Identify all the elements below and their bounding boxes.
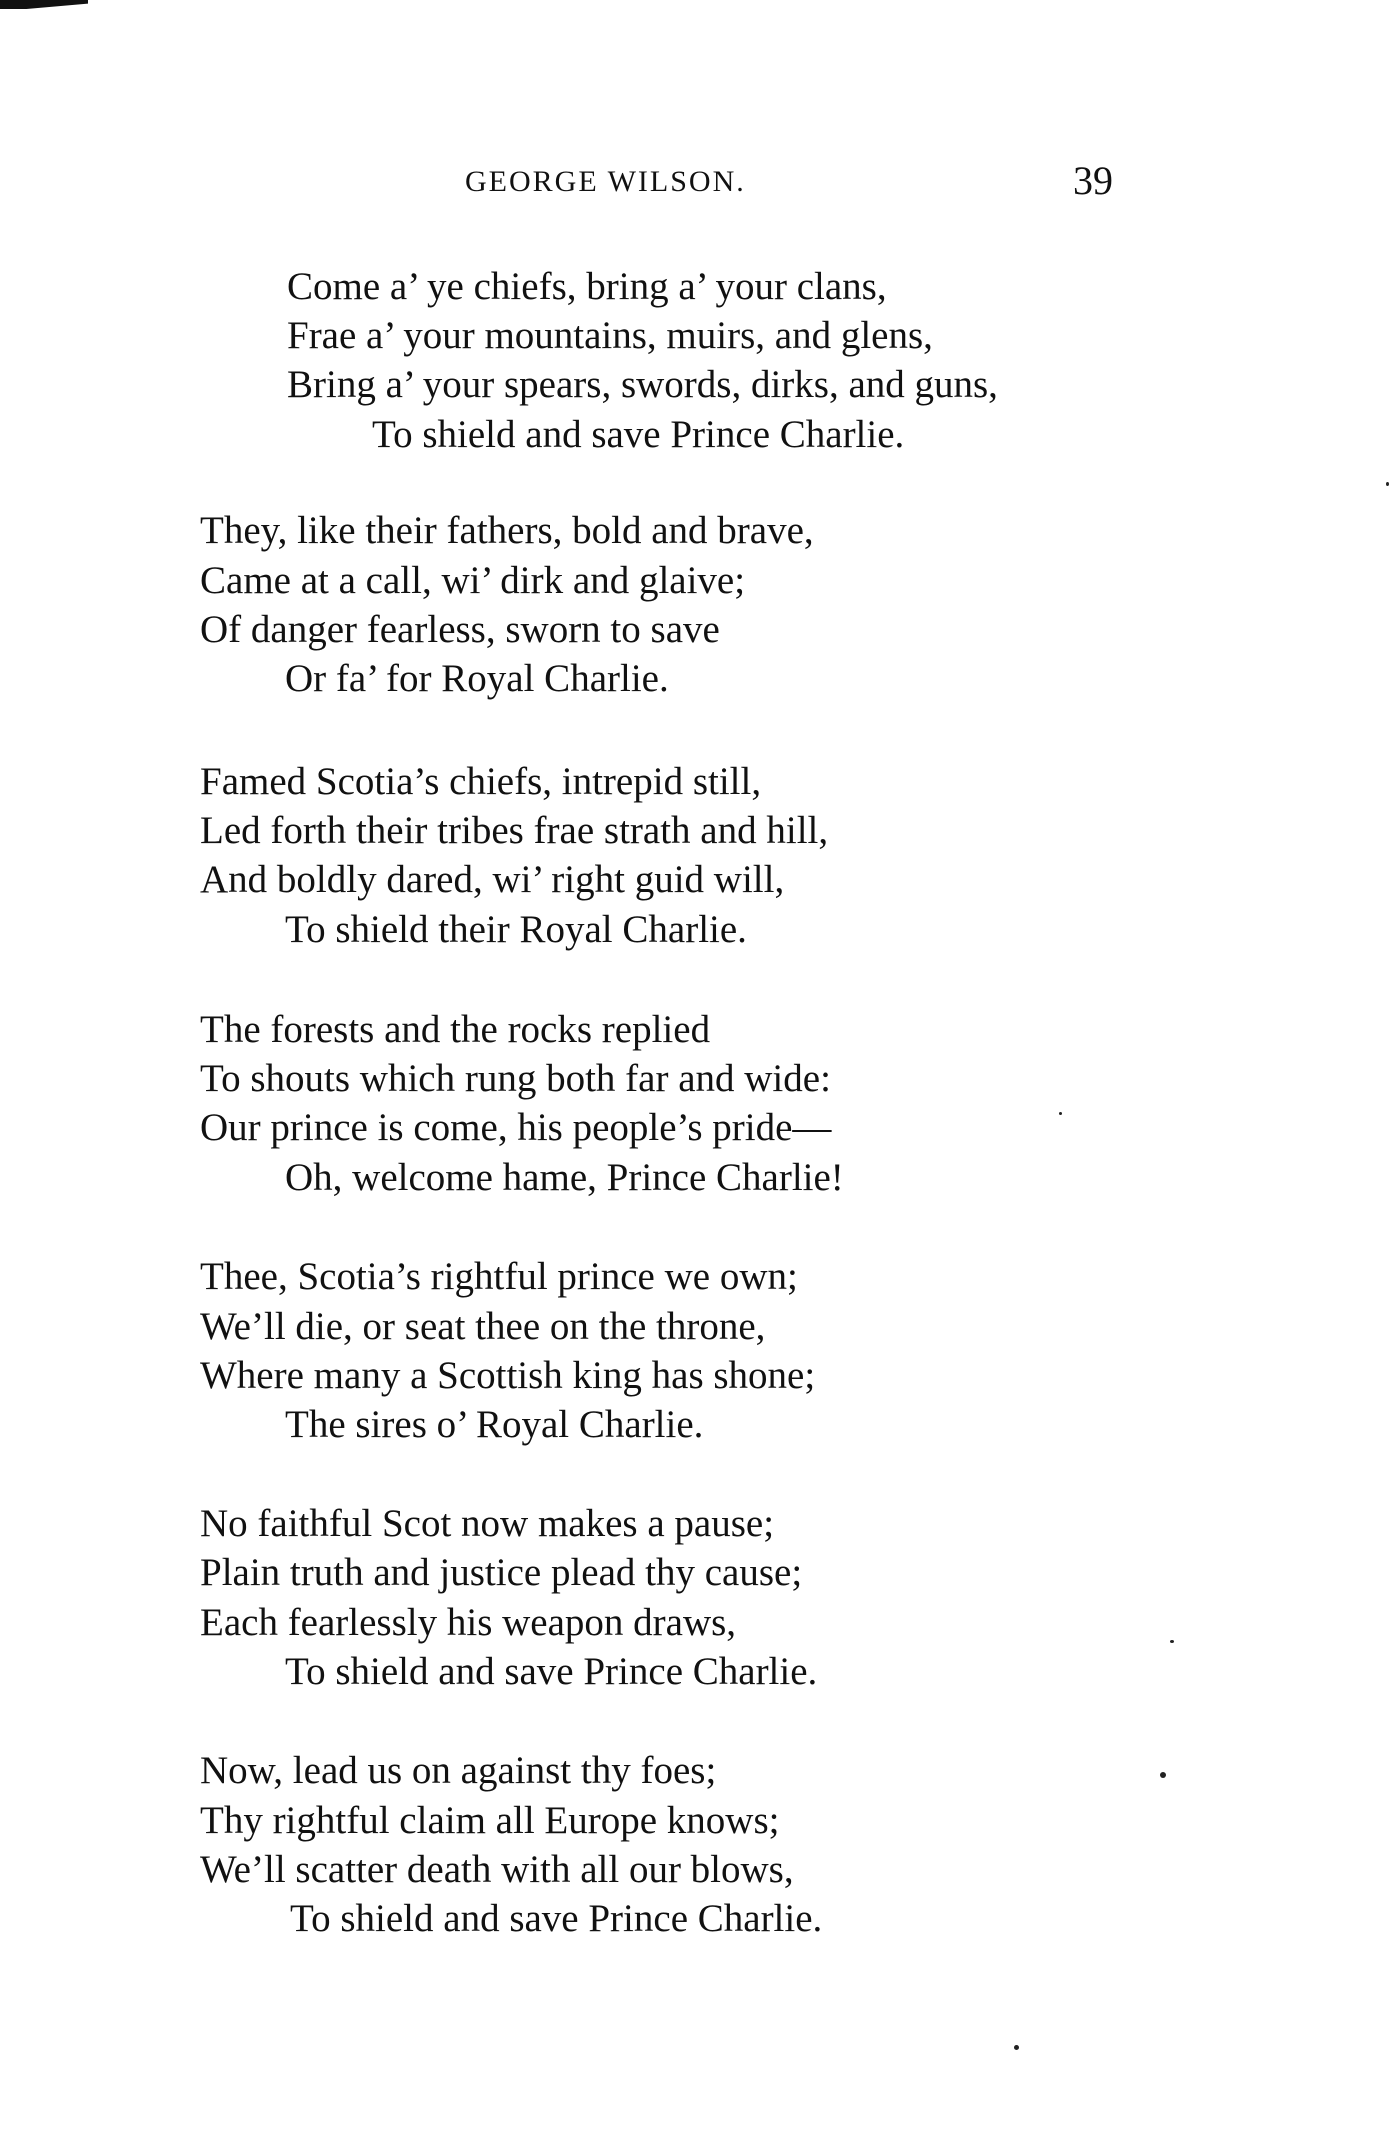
poem-line: Oh, welcome hame, Prince Charlie! [285, 1156, 844, 1199]
poem-line: Each fearlessly his weapon draws, [200, 1601, 737, 1644]
poem-line: No faithful Scot now makes a pause; [200, 1502, 775, 1545]
poem-line: We’ll scatter death with all our blows, [200, 1848, 794, 1891]
poem-line: To shield and save Prince Charlie. [285, 1650, 818, 1693]
scan-speck [1059, 1112, 1062, 1115]
poem-line: And boldly dared, wi’ right guid will, [200, 858, 785, 901]
poem-line: Our prince is come, his people’s pride— [200, 1106, 832, 1149]
scan-speck [1386, 482, 1389, 486]
poem-line: To shield and save Prince Charlie. [290, 1897, 823, 1940]
poem-line: Thy rightful claim all Europe knows; [200, 1799, 780, 1842]
poem-line: To shouts which rung both far and wide: [200, 1057, 831, 1100]
poem-line: Led forth their tribes frae strath and hill, [200, 809, 829, 852]
page-number: 39 [1073, 158, 1113, 203]
poem-line: To shield their Royal Charlie. [285, 908, 747, 951]
poem-line: The sires o’ Royal Charlie. [285, 1403, 704, 1446]
poem-line: Plain truth and justice plead thy cause; [200, 1551, 803, 1594]
poem-line: Famed Scotia’s chiefs, intrepid still, [200, 760, 762, 803]
poem-line: Now, lead us on against thy foes; [200, 1749, 717, 1792]
poem-line: Frae a’ your mountains, muirs, and glens, [287, 314, 933, 357]
poem-line: Came at a call, wi’ dirk and glaive; [200, 559, 746, 602]
poem-line: They, like their fathers, bold and brave, [200, 509, 814, 552]
running-title: GEORGE WILSON. [465, 165, 746, 198]
scan-speck [1014, 2045, 1019, 2050]
poem-line: Bring a’ your spears, swords, dirks, and guns, [287, 363, 998, 406]
scan-speck [1170, 1640, 1174, 1643]
scan-edge-mark [0, 0, 88, 9]
poem-line: Thee, Scotia’s rightful prince we own; [200, 1255, 798, 1298]
poem-line: Come a’ ye chiefs, bring a’ your clans, [287, 265, 887, 308]
poem-line: Or fa’ for Royal Charlie. [285, 657, 669, 700]
poem-line: Where many a Scottish king has shone; [200, 1354, 816, 1397]
poem-line: To shield and save Prince Charlie. [372, 413, 905, 456]
poem-line: The forests and the rocks replied [200, 1008, 711, 1051]
poem-line: Of danger fearless, sworn to save [200, 608, 720, 651]
scan-speck [1160, 1772, 1166, 1778]
poem-line: We’ll die, or seat thee on the throne, [200, 1305, 766, 1348]
